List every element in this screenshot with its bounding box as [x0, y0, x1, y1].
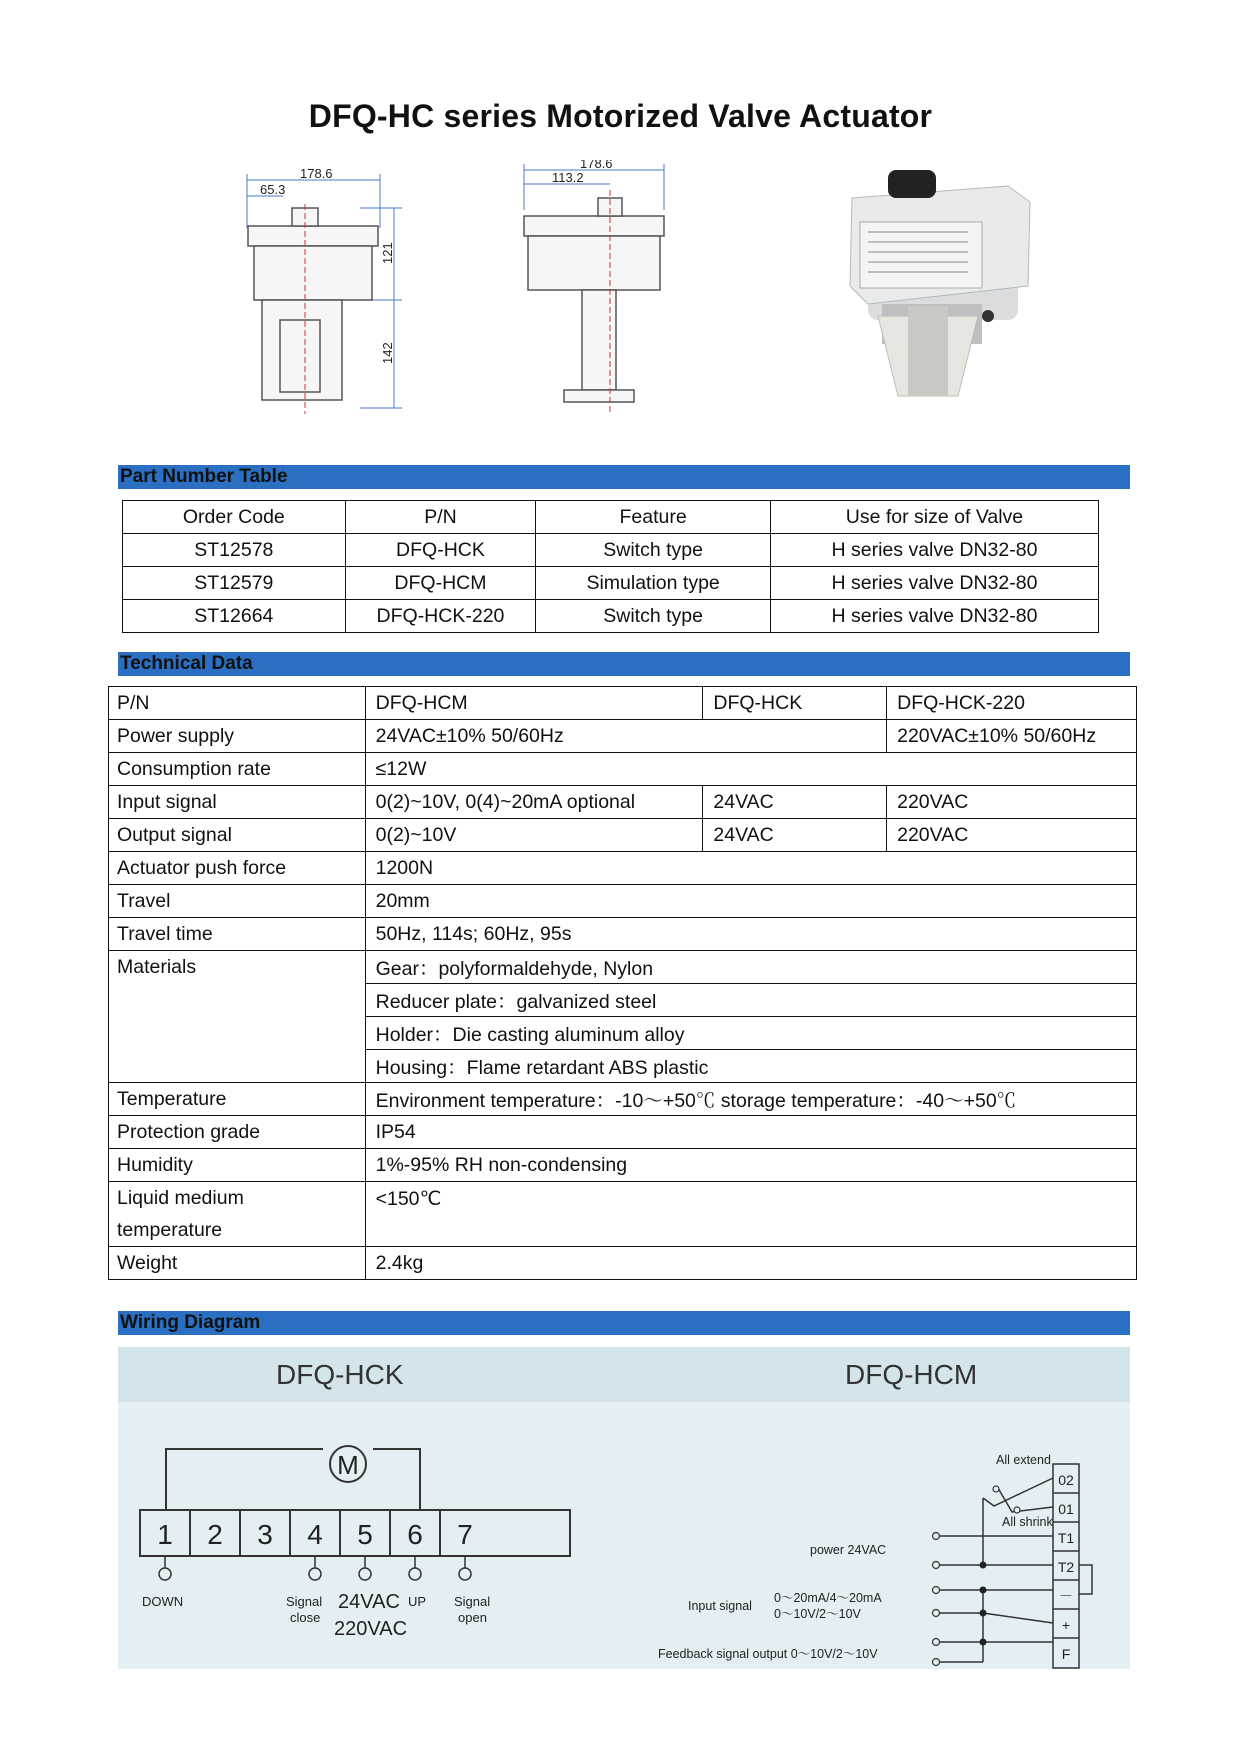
table-row — [109, 1182, 1137, 1247]
table-cell: 0(2)~10V, 0(4)~20mA optional — [365, 786, 703, 819]
feedback-label: Feedback signal output 0～10V/2～10V — [658, 1647, 878, 1661]
table-cell: 24VAC — [703, 786, 887, 819]
row-label: Power supply — [109, 720, 366, 753]
input-option: 0～20mA/4～20mA — [774, 1591, 882, 1605]
table-cell: DFQ-HCK — [703, 687, 887, 720]
voltage-220-label: 220VAC — [334, 1618, 408, 1640]
wiring-title-band — [118, 1347, 1130, 1402]
table-cell: 1200N — [365, 852, 1136, 885]
table-cell: IP54 — [365, 1116, 1136, 1149]
technical-data-heading-bar — [118, 652, 1130, 676]
dim-label: 142 — [380, 342, 395, 364]
table-row — [109, 720, 1137, 753]
table-row — [109, 786, 1137, 819]
table-row — [109, 687, 1137, 720]
column-header: Feature — [536, 501, 771, 534]
table-cell: 20mm — [365, 885, 1136, 918]
row-label — [109, 1182, 366, 1247]
terminal-label: 02 — [1058, 1472, 1074, 1488]
table-cell: Gear：polyformaldehyde, Nylon — [365, 951, 1136, 984]
table-row — [123, 567, 1099, 600]
row-label: P/N — [109, 687, 366, 720]
wire-label: close — [290, 1610, 321, 1625]
table-cell: ST12664 — [123, 600, 346, 633]
table-row — [109, 852, 1137, 885]
table-cell: DFQ-HCK-220 — [345, 600, 536, 633]
column-header: Use for size of Valve — [770, 501, 1098, 534]
row-label-line: temperature — [117, 1219, 223, 1241]
product-photo — [838, 166, 1038, 406]
part-number-table — [122, 500, 1099, 633]
table-cell: Switch type — [536, 534, 771, 567]
table-cell: Reducer plate：galvanized steel — [365, 984, 1136, 1017]
terminal-label: F — [1061, 1646, 1071, 1662]
terminal-label: + — [1061, 1617, 1071, 1633]
hck-wiring-diagram — [118, 1402, 638, 1669]
voltage-24-label: 24VAC — [338, 1591, 400, 1613]
table-cell: Holder：Die casting aluminum alloy — [365, 1017, 1136, 1050]
table-row — [109, 951, 1137, 984]
table-row — [109, 1149, 1137, 1182]
part-number-heading-bar — [118, 465, 1130, 489]
hcm-diagram-title: DFQ-HCM — [845, 1359, 978, 1390]
terminal-label: 1 — [157, 1519, 173, 1550]
terminal-label: 2 — [207, 1519, 223, 1550]
row-label: Actuator push force — [109, 852, 366, 885]
row-label: Humidity — [109, 1149, 366, 1182]
table-row — [109, 753, 1137, 786]
terminal-label: － — [1059, 1588, 1073, 1604]
table-cell: DFQ-HCK — [345, 534, 536, 567]
table-cell: Housing：Flame retardant ABS plastic — [365, 1050, 1136, 1083]
table-cell: DFQ-HCK-220 — [887, 687, 1137, 720]
wire-label: Signal — [454, 1594, 491, 1609]
table-row — [109, 1247, 1137, 1280]
switch-label-extend: All extend — [996, 1453, 1051, 1467]
page-title: DFQ-HC series Motorized Valve Actuator — [308, 98, 933, 134]
row-label: Travel — [109, 885, 366, 918]
table-row — [123, 534, 1099, 567]
side-dimension-drawing — [520, 160, 680, 414]
table-cell: 220VAC — [887, 819, 1137, 852]
terminal-label: T2 — [1057, 1559, 1075, 1575]
table-cell: H series valve DN32-80 — [770, 534, 1098, 567]
hck-diagram-title: DFQ-HCK — [276, 1359, 404, 1390]
row-label: Input signal — [109, 786, 366, 819]
wire-label: Signal — [286, 1594, 323, 1609]
table-cell: ST12579 — [123, 567, 346, 600]
power-label: power 24VAC — [810, 1543, 887, 1557]
table-cell: ≤12W — [365, 753, 1136, 786]
table-cell: DFQ-HCM — [365, 687, 703, 720]
wire-label-up: UP — [408, 1594, 427, 1609]
terminal-label: 01 — [1058, 1501, 1074, 1517]
row-label-line: Liquid medium — [117, 1187, 244, 1209]
table-header-row — [123, 501, 1099, 534]
table-cell: 50Hz, 114s; 60Hz, 95s — [365, 918, 1136, 951]
dim-label: 65.3 — [260, 182, 286, 197]
motor-label: M — [337, 1450, 359, 1480]
row-label: Temperature — [109, 1083, 366, 1116]
dim-label: 178.6 — [580, 160, 613, 171]
hcm-wiring-diagram — [618, 1402, 1130, 1669]
table-cell: 24VAC±10% 50/60Hz — [365, 720, 887, 753]
table-row — [109, 819, 1137, 852]
table-cell: ST12578 — [123, 534, 346, 567]
terminal-label: T1 — [1057, 1530, 1075, 1546]
dim-label: 113.2 — [552, 170, 584, 185]
row-label: Consumption rate — [109, 753, 366, 786]
table-row — [109, 1116, 1137, 1149]
section-heading: Part Number Table — [120, 466, 288, 487]
table-cell: 1%-95% RH non-condensing — [365, 1149, 1136, 1182]
table-cell: 24VAC — [703, 819, 887, 852]
input-option: 0～10V/2～10V — [774, 1607, 861, 1621]
table-cell: Environment temperature：-10～+50℃ storage temperature：-40～+50℃ — [365, 1083, 1136, 1116]
table-cell: DFQ-HCM — [345, 567, 536, 600]
table-cell: 2.4kg — [365, 1247, 1136, 1280]
row-label: Travel time — [109, 918, 366, 951]
wire-label-down: DOWN — [142, 1594, 184, 1609]
technical-data-table — [108, 686, 1137, 1280]
table-row — [109, 1083, 1137, 1116]
table-row — [123, 600, 1099, 633]
row-label: Materials — [109, 951, 366, 1083]
input-signal-label: Input signal — [688, 1599, 752, 1613]
table-cell: Simulation type — [536, 567, 771, 600]
table-cell: 220VAC±10% 50/60Hz — [887, 720, 1137, 753]
column-header: Order Code — [123, 501, 346, 534]
terminal-label: 4 — [307, 1519, 323, 1550]
dim-label: 121 — [380, 242, 395, 264]
row-label: Output signal — [109, 819, 366, 852]
table-cell: Switch type — [536, 600, 771, 633]
terminal-label: 5 — [357, 1519, 373, 1550]
column-header: P/N — [345, 501, 536, 534]
switch-label-shrink: All shrink — [1002, 1515, 1053, 1529]
table-cell: 220VAC — [887, 786, 1137, 819]
terminal-label: 6 — [407, 1519, 423, 1550]
terminal-label: 7 — [457, 1519, 473, 1550]
table-cell: H series valve DN32-80 — [770, 600, 1098, 633]
table-row — [109, 918, 1137, 951]
wiring-heading-bar — [118, 1311, 1130, 1335]
row-label: Weight — [109, 1247, 366, 1280]
table-row — [109, 885, 1137, 918]
table-cell: H series valve DN32-80 — [770, 567, 1098, 600]
table-cell: 0(2)~10V — [365, 819, 703, 852]
front-dimension-drawing — [240, 168, 420, 414]
dim-label: 178.6 — [300, 168, 333, 181]
row-label: Protection grade — [109, 1116, 366, 1149]
wire-label: open — [458, 1610, 487, 1625]
table-cell: <150℃ — [365, 1182, 1136, 1247]
section-heading: Technical Data — [120, 653, 253, 674]
wiring-diagram-panel — [118, 1347, 1130, 1669]
section-heading: Wiring Diagram — [120, 1312, 261, 1333]
terminal-label: 3 — [257, 1519, 273, 1550]
